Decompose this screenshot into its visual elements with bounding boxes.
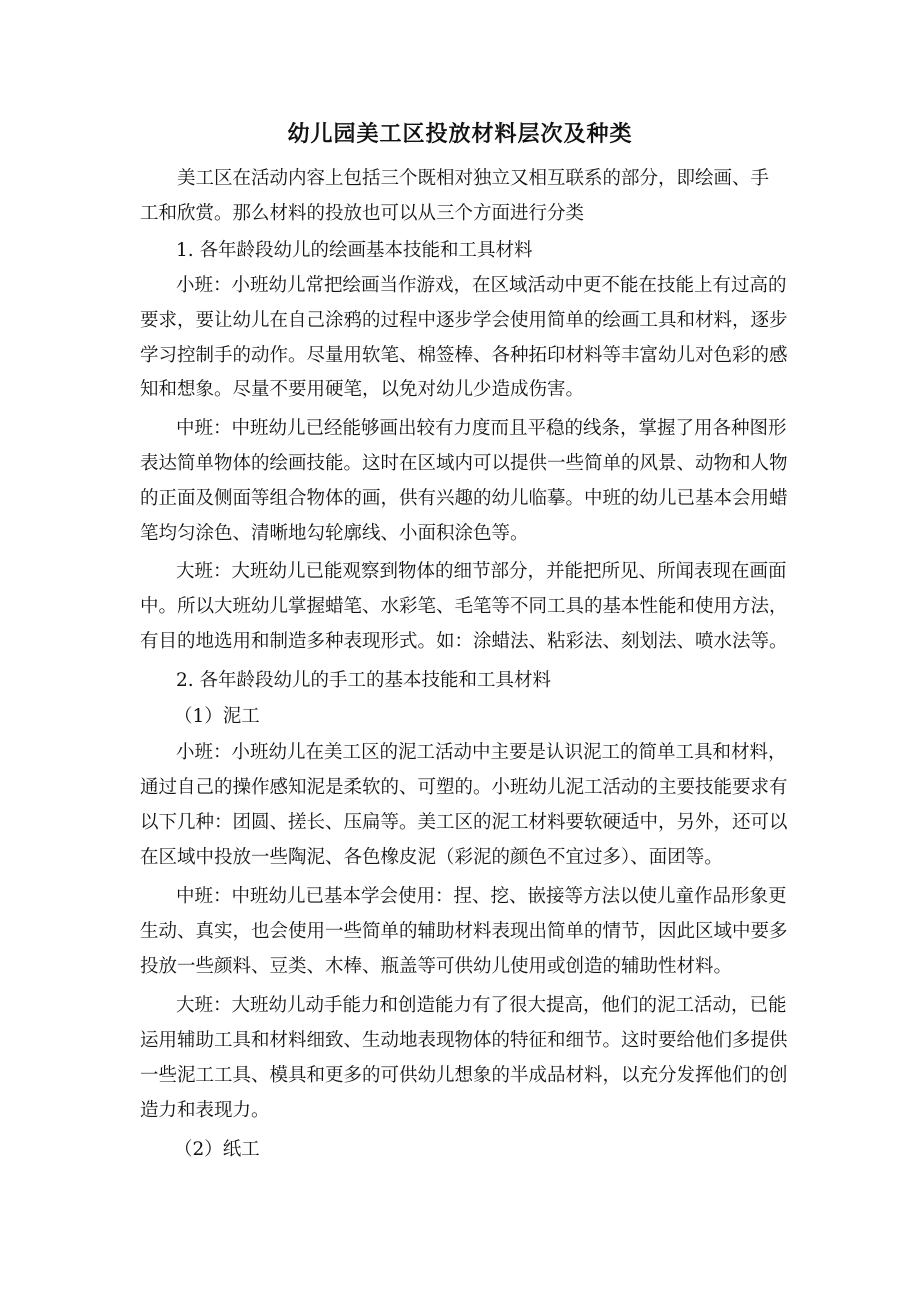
text-line: 中。所以大班幼儿掌握蜡笔、水彩笔、毛笔等不同工具的基本性能和使用方法， <box>140 596 788 617</box>
text-line: 一些泥工工具、模具和更多的可供幼儿想象的半成品材料，以充分发挥他们的创 <box>140 1065 788 1086</box>
text-line: 在区域中投放一些陶泥、各色橡皮泥（彩泥的颜色不宜过多）、面团等。 <box>140 847 723 868</box>
text-line: 的正面及侧面等组合物体的画，供有兴趣的幼儿临摹。中班的幼儿已基本会用蜡 <box>140 488 788 509</box>
text-line: 大班：大班幼儿已能观察到物体的细节部分，并能把所见、所闻表现在画面 <box>176 561 787 582</box>
text-line: 中班：中班幼儿已经能够画出较有力度而且平稳的线条，掌握了用各种图形 <box>176 418 787 439</box>
text-line: 工和欣赏。那么材料的投放也可以从三个方面进行分类 <box>140 203 585 224</box>
text-line: 生动、真实，也会使用一些简单的辅助材料表现出简单的情节，因此区域中要多 <box>140 921 788 942</box>
text-line: 通过自己的操作感知泥是柔软的、可塑的。小班幼儿泥工活动的主要技能要求有 <box>140 777 788 798</box>
text-line: 中班：中班幼儿已基本学会使用：捏、挖、嵌接等方法以使儿童作品形象更 <box>176 886 787 907</box>
text-line: 大班：大班幼儿动手能力和创造能力有了很大提高，他们的泥工活动，已能 <box>176 995 787 1016</box>
text-line: 表达简单物体的绘画技能。这时在区域内可以提供一些简单的风景、动物和人物 <box>140 453 788 474</box>
document-title: 幼儿园美工区投放材料层次及种类 <box>287 121 633 147</box>
text-line: 笔均匀涂色、清晰地勾轮廓线、小面积涂色等。 <box>140 523 529 544</box>
subsection-heading: （2）纸工 <box>174 1139 260 1160</box>
text-line: 美工区在活动内容上包括三个既相对独立又相互联系的部分，即绘画、手 <box>177 168 770 189</box>
subsection-heading: （1）泥工 <box>174 706 260 727</box>
text-line: 知和想象。尽量不要用硬笔，以免对幼儿少造成伤害。 <box>140 379 585 400</box>
text-line: 学习控制手的动作。尽量用软笔、棉签棒、各种拓印材料等丰富幼儿对色彩的感 <box>140 345 788 366</box>
text-line: 有目的地选用和制造多种表现形式。如：涂蜡法、粘彩法、刻划法、喷水法等。 <box>140 631 788 652</box>
text-line: 要求，要让幼儿在自己涂鸦的过程中逐步学会使用简单的绘画工具和材料，逐步 <box>140 310 788 331</box>
section-heading: 1. 各年龄段幼儿的绘画基本技能和工具材料 <box>176 240 533 261</box>
text-line: 运用辅助工具和材料细致、生动地表现物体的特征和细节。这时要给他们多提供 <box>140 1030 788 1051</box>
text-line: 小班：小班幼儿常把绘画当作游戏，在区域活动中更不能在技能上有过高的 <box>176 275 787 296</box>
text-line: 投放一些颜料、豆类、木棒、瓶盖等可供幼儿使用或创造的辅助性材料。 <box>140 956 733 977</box>
text-line: 以下几种：团圆、搓长、压扁等。美工区的泥工材料要软硬适中，另外，还可以 <box>140 812 788 833</box>
text-line: 小班：小班幼儿在美工区的泥工活动中主要是认识泥工的简单工具和材料， <box>176 742 787 763</box>
section-heading: 2. 各年龄段幼儿的手工的基本技能和工具材料 <box>176 670 552 691</box>
text-line: 造力和表现力。 <box>140 1100 270 1121</box>
